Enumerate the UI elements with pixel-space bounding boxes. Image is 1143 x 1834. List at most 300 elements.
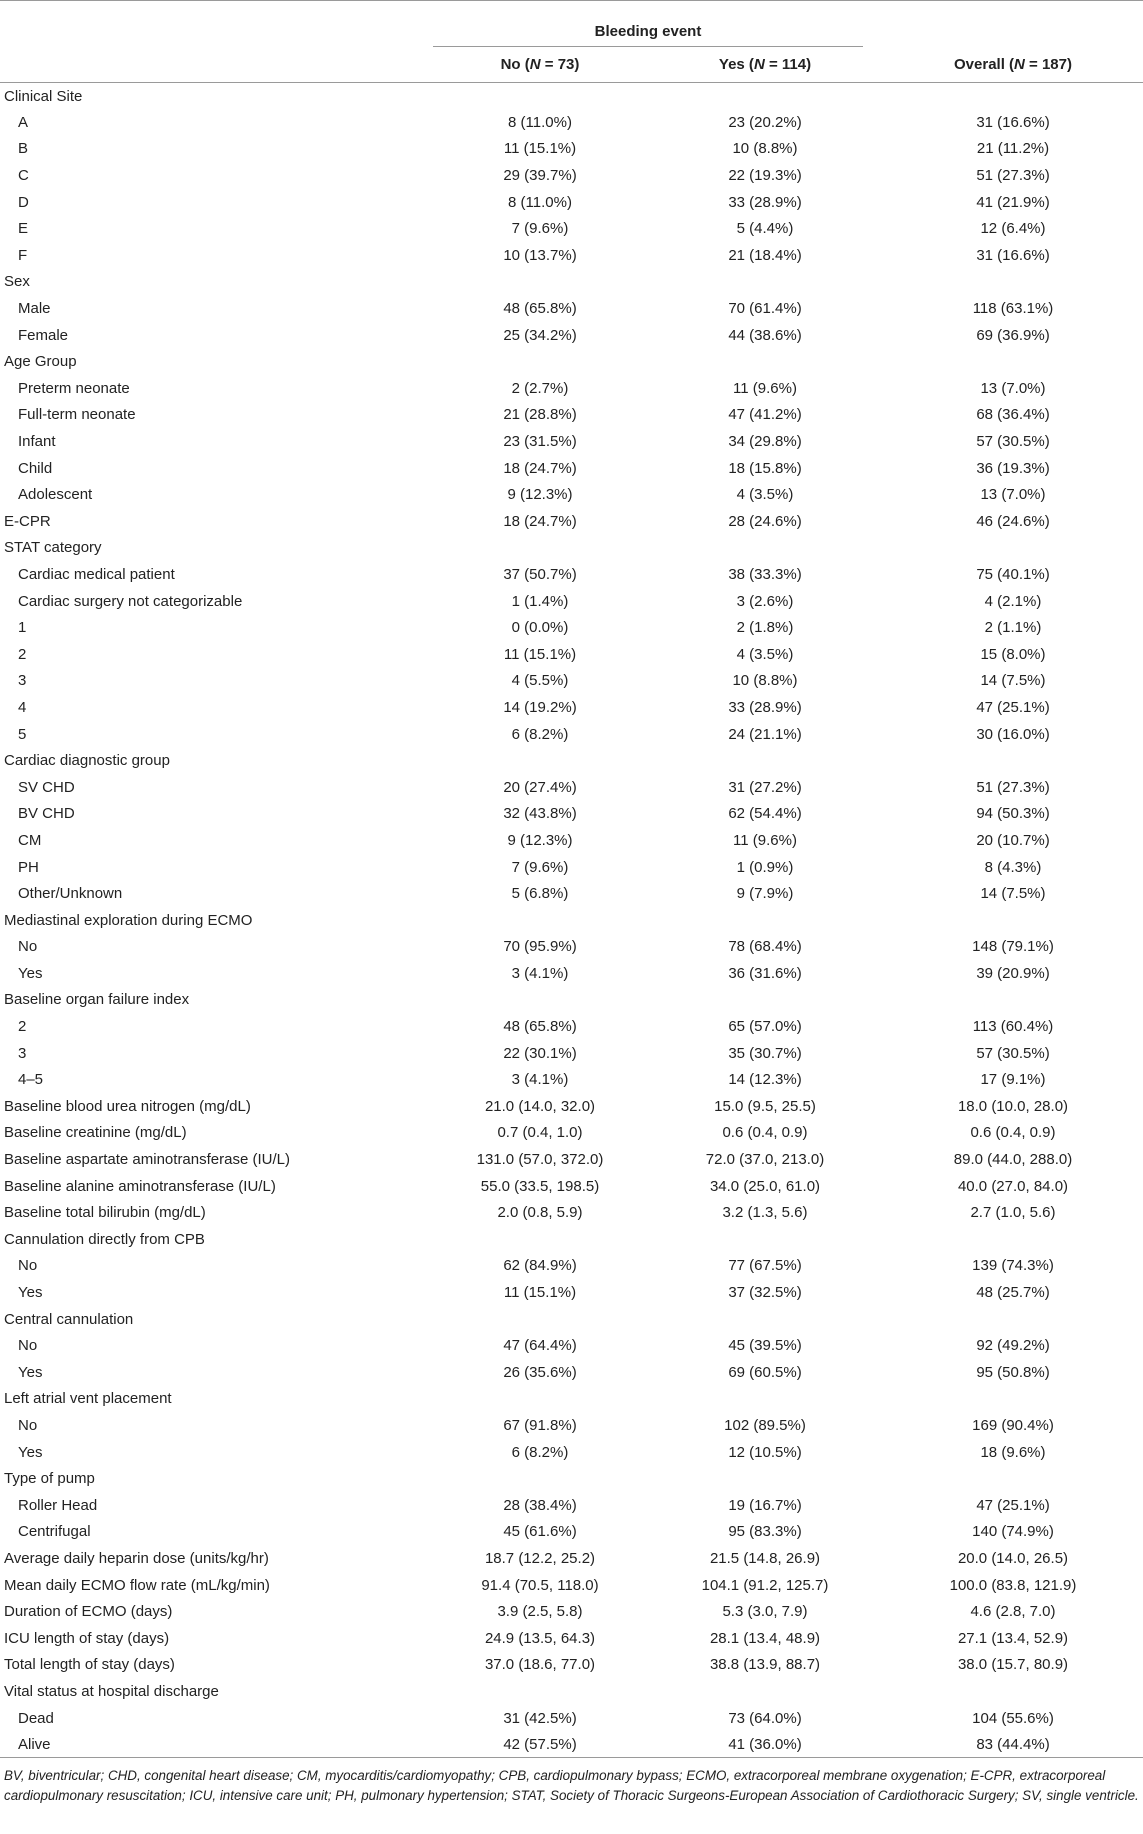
cell-overall: 31 (16.6%)	[976, 246, 1050, 264]
table-footnote: BV, biventricular; CHD, congenital heart disease; CM, myocarditis/cardiomyopathy; CPB, cardiopulmonary bypass; ECMO, extracorporeal membrane oxygenation; E-CPR, extracorporeal cardiopulmonary resuscitation; ICU, intensive care unit; PH, pulmonary hypertension; STAT, Society of Thoracic Surgeons-European Association of Cardiothoracic Surgery; SV, single ventricle.	[4, 1768, 1139, 1804]
cell-overall	[883, 1226, 1143, 1253]
table-row	[0, 960, 1143, 987]
cell-no: 24.9 (13.5, 64.3)	[484, 1629, 596, 1647]
cell-yes: 5 (4.4%)	[736, 220, 794, 238]
cell-overall: 8 (4.3%)	[984, 858, 1042, 876]
cell-yes: 37 (32.5%)	[728, 1284, 802, 1302]
table-row	[0, 721, 1143, 748]
cell-overall: 4.6 (2.8, 7.0)	[970, 1603, 1056, 1621]
cell-yes: 5.3 (3.0, 7.9)	[722, 1603, 808, 1621]
cell-overall: 118 (63.1%)	[972, 300, 1054, 318]
table-row	[0, 1439, 1143, 1466]
cell-overall: 0.6 (0.4, 0.9)	[970, 1124, 1056, 1142]
cell-yes: 22 (19.3%)	[728, 167, 802, 185]
cell-no: 2 (2.7%)	[511, 379, 569, 397]
table-row	[0, 402, 1143, 429]
table-row	[0, 561, 1143, 588]
cell-overall	[883, 348, 1143, 375]
table-row	[0, 1040, 1143, 1067]
cell-yes: 11 (9.6%)	[733, 831, 797, 849]
cell-no	[433, 747, 647, 774]
table-row	[0, 1226, 1143, 1253]
table-row	[0, 1013, 1143, 1040]
row-label: Alive	[18, 1735, 51, 1753]
cell-overall: 27.1 (13.4, 52.9)	[957, 1629, 1069, 1647]
cell-overall	[883, 269, 1143, 296]
cell-yes: 70 (61.4%)	[728, 300, 802, 318]
row-label: Mean daily ECMO flow rate (mL/kg/min)	[4, 1576, 270, 1594]
cell-yes: 12 (10.5%)	[728, 1443, 802, 1461]
cell-overall: 14 (7.5%)	[980, 885, 1046, 903]
row-label: Vital status at hospital discharge	[4, 1682, 219, 1700]
row-label: A	[18, 113, 29, 131]
cell-no: 28 (38.4%)	[503, 1496, 577, 1514]
col-header-no: No (N = 73)	[433, 47, 647, 83]
row-label: BV CHD	[18, 805, 75, 823]
cell-no: 26 (35.6%)	[503, 1363, 577, 1381]
cell-yes: 72.0 (37.0, 213.0)	[705, 1151, 825, 1169]
table-row	[0, 1359, 1143, 1386]
row-label: Cardiac medical patient	[18, 565, 175, 583]
table-row	[0, 322, 1143, 349]
cell-yes: 62 (54.4%)	[728, 805, 802, 823]
row-label: Yes	[18, 964, 43, 982]
row-label: No	[18, 1416, 38, 1434]
table-row	[0, 827, 1143, 854]
cell-no: 48 (65.8%)	[503, 300, 577, 318]
cell-no: 18 (24.7%)	[503, 512, 577, 530]
table-row	[0, 481, 1143, 508]
cell-yes	[647, 1386, 883, 1413]
cell-yes: 31 (27.2%)	[728, 778, 802, 796]
table-row	[0, 1386, 1143, 1413]
table-row	[0, 1545, 1143, 1572]
cell-overall: 38.0 (15.7, 80.9)	[957, 1656, 1069, 1674]
cell-no: 11 (15.1%)	[503, 140, 577, 158]
cell-no: 5 (6.8%)	[511, 885, 569, 903]
cell-yes: 95 (83.3%)	[728, 1523, 802, 1541]
cell-no: 67 (91.8%)	[503, 1416, 577, 1434]
row-label: Cardiac diagnostic group	[4, 752, 170, 770]
row-label: Yes	[18, 1284, 43, 1302]
cell-no: 3.9 (2.5, 5.8)	[497, 1603, 583, 1621]
row-label: No	[18, 938, 38, 956]
cell-overall: 83 (44.4%)	[976, 1735, 1050, 1753]
row-label: D	[18, 193, 29, 211]
row-label: Male	[18, 300, 51, 318]
row-label: E-CPR	[4, 512, 51, 530]
cell-yes	[647, 747, 883, 774]
cell-overall: 57 (30.5%)	[976, 433, 1050, 451]
cell-yes: 33 (28.9%)	[728, 193, 802, 211]
cell-yes: 77 (67.5%)	[728, 1257, 802, 1275]
cell-yes: 73 (64.0%)	[728, 1709, 802, 1727]
row-label: CM	[18, 831, 42, 849]
cell-overall: 21 (11.2%)	[976, 140, 1050, 158]
cell-yes	[647, 907, 883, 934]
header-empty	[0, 1, 433, 47]
cell-overall: 18 (9.6%)	[980, 1443, 1046, 1461]
table-body	[0, 83, 1143, 1758]
cell-no: 18 (24.7%)	[503, 459, 577, 477]
table-row	[0, 1306, 1143, 1333]
cell-yes	[647, 535, 883, 562]
table-row	[0, 1066, 1143, 1093]
table-row	[0, 1598, 1143, 1625]
cell-yes: 28 (24.6%)	[728, 512, 802, 530]
cell-no: 3 (4.1%)	[511, 964, 569, 982]
cell-yes: 23 (20.2%)	[728, 113, 802, 131]
cell-overall: 15 (8.0%)	[980, 645, 1046, 663]
table-row	[0, 1652, 1143, 1679]
cell-yes: 38.8 (13.9, 88.7)	[709, 1656, 821, 1674]
row-label: Centrifugal	[18, 1523, 91, 1541]
table-row	[0, 295, 1143, 322]
cell-overall: 41 (21.9%)	[976, 193, 1050, 211]
row-label: Dead	[18, 1709, 54, 1727]
table-row	[0, 1572, 1143, 1599]
cell-yes: 35 (30.7%)	[728, 1044, 802, 1062]
cell-no: 62 (84.9%)	[503, 1257, 577, 1275]
cell-no: 7 (9.6%)	[511, 220, 569, 238]
cell-yes	[647, 348, 883, 375]
cell-yes: 11 (9.6%)	[733, 379, 797, 397]
cell-overall: 148 (79.1%)	[972, 938, 1054, 956]
row-label: Preterm neonate	[18, 379, 130, 397]
row-label: Baseline blood urea nitrogen (mg/dL)	[4, 1097, 251, 1115]
cell-yes: 65 (57.0%)	[728, 1018, 802, 1036]
table-row	[0, 1678, 1143, 1705]
cell-no: 42 (57.5%)	[503, 1735, 577, 1753]
cell-no	[433, 1386, 647, 1413]
row-label: Mediastinal exploration during ECMO	[4, 911, 253, 929]
row-label: Baseline aspartate aminotransferase (IU/L)	[4, 1151, 290, 1169]
row-label: 4–5	[18, 1071, 44, 1089]
cell-no: 9 (12.3%)	[507, 486, 573, 504]
table-row	[0, 1625, 1143, 1652]
cell-overall: 100.0 (83.8, 121.9)	[949, 1576, 1077, 1594]
cell-no	[433, 348, 647, 375]
cell-yes	[647, 987, 883, 1014]
table-row	[0, 455, 1143, 482]
row-label: Baseline creatinine (mg/dL)	[4, 1124, 187, 1142]
header-row-columns	[0, 47, 1143, 83]
cell-overall	[883, 907, 1143, 934]
row-label: Yes	[18, 1443, 43, 1461]
row-label: 3	[18, 672, 27, 690]
header-empty-right	[883, 1, 1143, 47]
table-row	[0, 1279, 1143, 1306]
table-row	[0, 641, 1143, 668]
cell-yes: 10 (8.8%)	[732, 140, 798, 158]
table-row	[0, 854, 1143, 881]
cell-yes: 21 (18.4%)	[728, 246, 802, 264]
row-label: No	[18, 1257, 38, 1275]
row-label: Type of pump	[4, 1470, 95, 1488]
table-row	[0, 269, 1143, 296]
cell-no	[433, 83, 647, 110]
cell-overall: 2 (1.1%)	[984, 619, 1042, 637]
cell-overall: 48 (25.7%)	[976, 1284, 1050, 1302]
cell-overall: 30 (16.0%)	[976, 725, 1050, 743]
table-row	[0, 1705, 1143, 1732]
row-label: 3	[18, 1044, 27, 1062]
cell-no: 55.0 (33.5, 198.5)	[480, 1177, 600, 1195]
cell-overall	[883, 1306, 1143, 1333]
cell-no: 14 (19.2%)	[503, 698, 577, 716]
row-label: No	[18, 1337, 38, 1355]
table-row	[0, 588, 1143, 615]
cell-no	[433, 987, 647, 1014]
cell-no: 0 (0.0%)	[511, 619, 569, 637]
cell-overall: 39 (20.9%)	[976, 964, 1050, 982]
cell-no: 11 (15.1%)	[503, 645, 577, 663]
table-row	[0, 1519, 1143, 1546]
table-row	[0, 694, 1143, 721]
cell-yes	[647, 83, 883, 110]
cell-no: 22 (30.1%)	[503, 1044, 577, 1062]
cell-yes: 4 (3.5%)	[736, 645, 794, 663]
cell-yes	[647, 1226, 883, 1253]
row-label: Yes	[18, 1363, 43, 1381]
table-row	[0, 242, 1143, 269]
cell-no: 6 (8.2%)	[511, 725, 569, 743]
cell-overall: 51 (27.3%)	[976, 167, 1050, 185]
row-label: Total length of stay (days)	[4, 1656, 175, 1674]
table-row	[0, 774, 1143, 801]
cell-no: 48 (65.8%)	[503, 1018, 577, 1036]
cell-overall: 47 (25.1%)	[976, 698, 1050, 716]
table-row	[0, 747, 1143, 774]
cell-no	[433, 535, 647, 562]
cell-yes: 3.2 (1.3, 5.6)	[722, 1204, 808, 1222]
cell-yes: 104.1 (91.2, 125.7)	[701, 1576, 829, 1594]
table-row	[0, 880, 1143, 907]
table-row	[0, 1146, 1143, 1173]
cell-yes: 34 (29.8%)	[728, 433, 802, 451]
table-row	[0, 1199, 1143, 1226]
cell-no: 3 (4.1%)	[511, 1071, 569, 1089]
row-label: 4	[18, 698, 27, 716]
table-row	[0, 1492, 1143, 1519]
table-row	[0, 428, 1143, 455]
cell-yes: 47 (41.2%)	[728, 406, 802, 424]
cell-overall: 169 (90.4%)	[972, 1416, 1054, 1434]
row-label: Roller Head	[18, 1496, 98, 1514]
table-row	[0, 1173, 1143, 1200]
table-row	[0, 1731, 1143, 1758]
table-row	[0, 668, 1143, 695]
cell-no: 11 (15.1%)	[503, 1284, 577, 1302]
row-label: Baseline organ failure index	[4, 991, 190, 1009]
cell-yes: 0.6 (0.4, 0.9)	[722, 1124, 808, 1142]
cell-no	[433, 269, 647, 296]
row-label: Clinical Site	[4, 87, 83, 105]
table-row	[0, 83, 1143, 110]
cell-no: 4 (5.5%)	[511, 672, 569, 690]
cell-overall	[883, 1678, 1143, 1705]
table-row	[0, 508, 1143, 535]
cell-overall: 95 (50.8%)	[976, 1363, 1050, 1381]
table-row	[0, 801, 1143, 828]
cell-no: 0.7 (0.4, 1.0)	[497, 1124, 583, 1142]
row-label: STAT category	[4, 539, 102, 557]
table-header	[0, 1, 1143, 83]
cell-overall: 13 (7.0%)	[980, 486, 1046, 504]
row-label: Other/Unknown	[18, 885, 123, 903]
cell-yes: 1 (0.9%)	[736, 858, 794, 876]
cell-yes: 9 (7.9%)	[736, 885, 794, 903]
cell-no: 32 (43.8%)	[503, 805, 577, 823]
cell-overall	[883, 987, 1143, 1014]
cell-yes: 36 (31.6%)	[728, 964, 802, 982]
cell-overall: 89.0 (44.0, 288.0)	[953, 1151, 1073, 1169]
cell-no: 20 (27.4%)	[503, 778, 577, 796]
table-row	[0, 934, 1143, 961]
row-label: 2	[18, 1018, 27, 1036]
row-label: Cannulation directly from CPB	[4, 1230, 205, 1248]
row-label: Average daily heparin dose (units/kg/hr)	[4, 1549, 269, 1567]
row-label: E	[18, 220, 29, 238]
cell-no: 10 (13.7%)	[503, 246, 577, 264]
cell-no: 7 (9.6%)	[511, 858, 569, 876]
row-label: PH	[18, 858, 39, 876]
table-row	[0, 215, 1143, 242]
table-row	[0, 136, 1143, 163]
table-row	[0, 1332, 1143, 1359]
cell-no	[433, 1226, 647, 1253]
cell-overall: 113 (60.4%)	[972, 1018, 1054, 1036]
cell-overall: 68 (36.4%)	[976, 406, 1050, 424]
cell-overall: 12 (6.4%)	[980, 220, 1046, 238]
table-row	[0, 162, 1143, 189]
cell-overall: 47 (25.1%)	[976, 1496, 1050, 1514]
cell-no: 6 (8.2%)	[511, 1443, 569, 1461]
cell-no: 47 (64.4%)	[503, 1337, 577, 1355]
table-row	[0, 348, 1143, 375]
cell-no: 70 (95.9%)	[503, 938, 577, 956]
row-label: F	[18, 246, 28, 264]
cell-overall: 18.0 (10.0, 28.0)	[957, 1097, 1069, 1115]
row-label: Baseline total bilirubin (mg/dL)	[4, 1204, 206, 1222]
bottom-rule	[0, 1758, 1143, 1759]
cell-no: 23 (31.5%)	[503, 433, 577, 451]
col-header-yes: Yes (N = 114)	[647, 47, 883, 83]
cell-yes: 102 (89.5%)	[724, 1416, 806, 1434]
cell-yes: 18 (15.8%)	[728, 459, 802, 477]
cell-yes: 38 (33.3%)	[728, 565, 802, 583]
cell-overall	[883, 535, 1143, 562]
row-label: 5	[18, 725, 27, 743]
table-row	[0, 907, 1143, 934]
row-label: Infant	[18, 433, 56, 451]
row-label: Baseline alanine aminotransferase (IU/L)	[4, 1177, 276, 1195]
cell-no	[433, 1465, 647, 1492]
table-row	[0, 1412, 1143, 1439]
row-label: Female	[18, 326, 69, 344]
header-label-col	[0, 47, 433, 83]
cell-overall: 36 (19.3%)	[976, 459, 1050, 477]
row-label: Left atrial vent placement	[4, 1390, 172, 1408]
row-label: Full-term neonate	[18, 406, 136, 424]
table-row	[0, 614, 1143, 641]
row-label: C	[18, 167, 29, 185]
cell-no: 31 (42.5%)	[503, 1709, 577, 1727]
cell-overall: 2.7 (1.0, 5.6)	[970, 1204, 1056, 1222]
cell-yes: 4 (3.5%)	[736, 486, 794, 504]
row-label: Child	[18, 459, 53, 477]
cell-no: 37 (50.7%)	[503, 565, 577, 583]
cell-overall: 139 (74.3%)	[972, 1257, 1054, 1275]
cell-overall: 20 (10.7%)	[976, 831, 1050, 849]
table-row	[0, 189, 1143, 216]
cell-yes: 2 (1.8%)	[736, 619, 794, 637]
row-label: Adolescent	[18, 486, 93, 504]
cell-no: 37.0 (18.6, 77.0)	[484, 1656, 596, 1674]
cell-overall: 140 (74.9%)	[972, 1523, 1054, 1541]
cell-yes	[647, 1306, 883, 1333]
col-header-overall: Overall (N = 187)	[883, 47, 1143, 83]
cell-overall	[883, 83, 1143, 110]
cell-yes: 28.1 (13.4, 48.9)	[709, 1629, 821, 1647]
table-row	[0, 1093, 1143, 1120]
cell-overall: 104 (55.6%)	[972, 1709, 1054, 1727]
row-label: 2	[18, 645, 27, 663]
row-label: Duration of ECMO (days)	[4, 1603, 173, 1621]
cell-yes: 21.5 (14.8, 26.9)	[709, 1549, 821, 1567]
cell-yes: 78 (68.4%)	[728, 938, 802, 956]
row-label: B	[18, 140, 29, 158]
cell-yes: 41 (36.0%)	[728, 1735, 802, 1753]
row-label: Sex	[4, 273, 30, 291]
cell-overall: 20.0 (14.0, 26.5)	[957, 1549, 1069, 1567]
cell-yes: 34.0 (25.0, 61.0)	[709, 1177, 821, 1195]
cell-no: 21.0 (14.0, 32.0)	[484, 1097, 596, 1115]
header-row-group	[0, 1, 1143, 47]
cell-yes	[647, 1465, 883, 1492]
cell-yes: 14 (12.3%)	[728, 1071, 802, 1089]
cell-no: 45 (61.6%)	[503, 1523, 577, 1541]
cell-no	[433, 1306, 647, 1333]
cell-yes: 19 (16.7%)	[728, 1496, 802, 1514]
cell-overall: 75 (40.1%)	[976, 565, 1050, 583]
cell-overall: 31 (16.6%)	[976, 113, 1050, 131]
cell-overall: 4 (2.1%)	[984, 592, 1042, 610]
row-label: ICU length of stay (days)	[4, 1629, 170, 1647]
cell-overall	[883, 1465, 1143, 1492]
cell-no: 8 (11.0%)	[508, 193, 572, 211]
bleeding-event-label: Bleeding event	[433, 23, 863, 47]
table-row	[0, 535, 1143, 562]
cell-overall: 69 (36.9%)	[976, 326, 1050, 344]
cell-overall: 17 (9.1%)	[980, 1071, 1046, 1089]
cell-yes: 33 (28.9%)	[728, 698, 802, 716]
cell-no: 29 (39.7%)	[503, 167, 577, 185]
cell-yes	[647, 1678, 883, 1705]
cell-overall: 40.0 (27.0, 84.0)	[957, 1177, 1069, 1195]
cell-overall: 14 (7.5%)	[980, 672, 1046, 690]
cell-yes: 24 (21.1%)	[728, 725, 802, 743]
table-row	[0, 375, 1143, 402]
bleeding-event-group-header	[433, 1, 883, 47]
cell-overall: 57 (30.5%)	[976, 1044, 1050, 1062]
cell-no: 8 (11.0%)	[508, 113, 572, 131]
cell-no: 1 (1.4%)	[511, 592, 569, 610]
table-row	[0, 109, 1143, 136]
table-row	[0, 987, 1143, 1014]
cell-overall: 13 (7.0%)	[980, 379, 1046, 397]
cell-yes: 3 (2.6%)	[736, 592, 794, 610]
